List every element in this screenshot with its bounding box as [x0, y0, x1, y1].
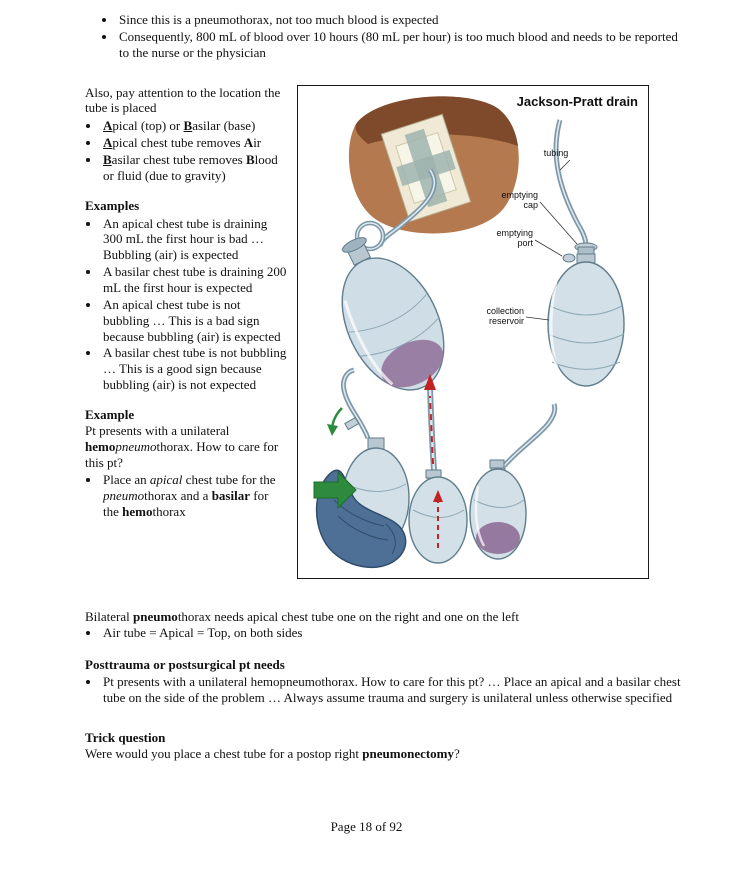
example-intro: Pt presents with a unilateral hemopneumothorax. How to care for this pt?: [85, 422, 279, 470]
jackson-pratt-figure: [297, 85, 649, 579]
bullet-item: • An apical chest tube is not bubbling … This is a bad sign because bubbling (air) is expected: [101, 297, 287, 345]
jp-drain-fluid-step: [470, 404, 555, 559]
top-bullet-list: [100, 12, 678, 61]
label-tubing: tubing: [543, 147, 569, 158]
examples-heading: Examples: [85, 197, 140, 213]
jp-drain-labeled: [548, 120, 624, 386]
lower-content: [85, 609, 685, 762]
posttrauma-bullet-list: [85, 674, 685, 706]
location-intro: Also, pay attention to the location the tube is placed: [85, 84, 281, 116]
bilateral-paragraph: Bilateral pneumothorax needs apical chest tube one on the right and one on the left: [85, 608, 519, 624]
bullet-item: • Place an apical chest tube for the pneumothorax and a basilar for the hemothorax: [101, 472, 287, 520]
bilateral-bullet-list: [85, 625, 685, 641]
example-bullet-list: [85, 472, 287, 520]
examples-bullet-list: [85, 216, 287, 393]
content-row: [85, 85, 733, 579]
bullet-item: • A basilar chest tube is draining 200 mL the first hour is expected: [101, 264, 287, 296]
jp-drain-large: [312, 220, 464, 406]
trick-question-heading: Trick question: [85, 729, 166, 745]
jp-drain-squeeze-step: [314, 370, 409, 567]
wound-site-illustration: [349, 96, 519, 249]
bullet-item: • A basilar chest tube is not bubbling … This is a good sign because bubbling (air) is not expected: [101, 345, 287, 393]
figure-title: Jackson-Pratt drain: [516, 93, 638, 109]
label-emptying-cap: emptying cap: [501, 189, 538, 210]
bullet-item: • An apical chest tube is draining 300 mL the first hour is bad … Bubbling (air) is expected: [101, 216, 287, 264]
left-column: [85, 85, 291, 521]
label-collection-reservoir: collection reservoir: [486, 305, 524, 326]
page-number: Page 18 of 92: [330, 819, 403, 835]
bullet-item: • Pt presents with a unilateral hemopneumothorax. How to care for this pt? … Place an apical and a basilar chest tube on the side of the problem … Always assume trauma and surgery is unilateral unless otherwise specified: [101, 674, 685, 706]
jp-drain-air-expel-step: [409, 374, 467, 563]
bullet-item: • Air tube = Apical = Top, on both sides: [101, 625, 685, 641]
trick-question-text: Were would you place a chest tube for a postop right pneumonectomy?: [85, 745, 460, 761]
bullet-item: • Basilar chest tube removes Blood or fluid (due to gravity): [101, 152, 287, 184]
bullet-item: • Apical chest tube removes Air: [101, 135, 287, 151]
label-emptying-port: emptying port: [496, 227, 533, 248]
posttrauma-heading: Posttrauma or postsurgical pt needs: [85, 657, 285, 673]
example-heading: Example: [85, 407, 135, 423]
bullet-item: • Consequently, 800 mL of blood over 10 hours (80 mL per hour) is too much blood and needs to be reported to the nurse or the physician: [117, 29, 678, 61]
bullet-item: • Apical (top) or Basilar (base): [101, 118, 287, 134]
location-bullet-list: [85, 118, 287, 183]
jackson-pratt-illustration: [298, 86, 648, 578]
bullet-item: • Since this is a pneumothorax, not too much blood is expected: [117, 12, 678, 28]
